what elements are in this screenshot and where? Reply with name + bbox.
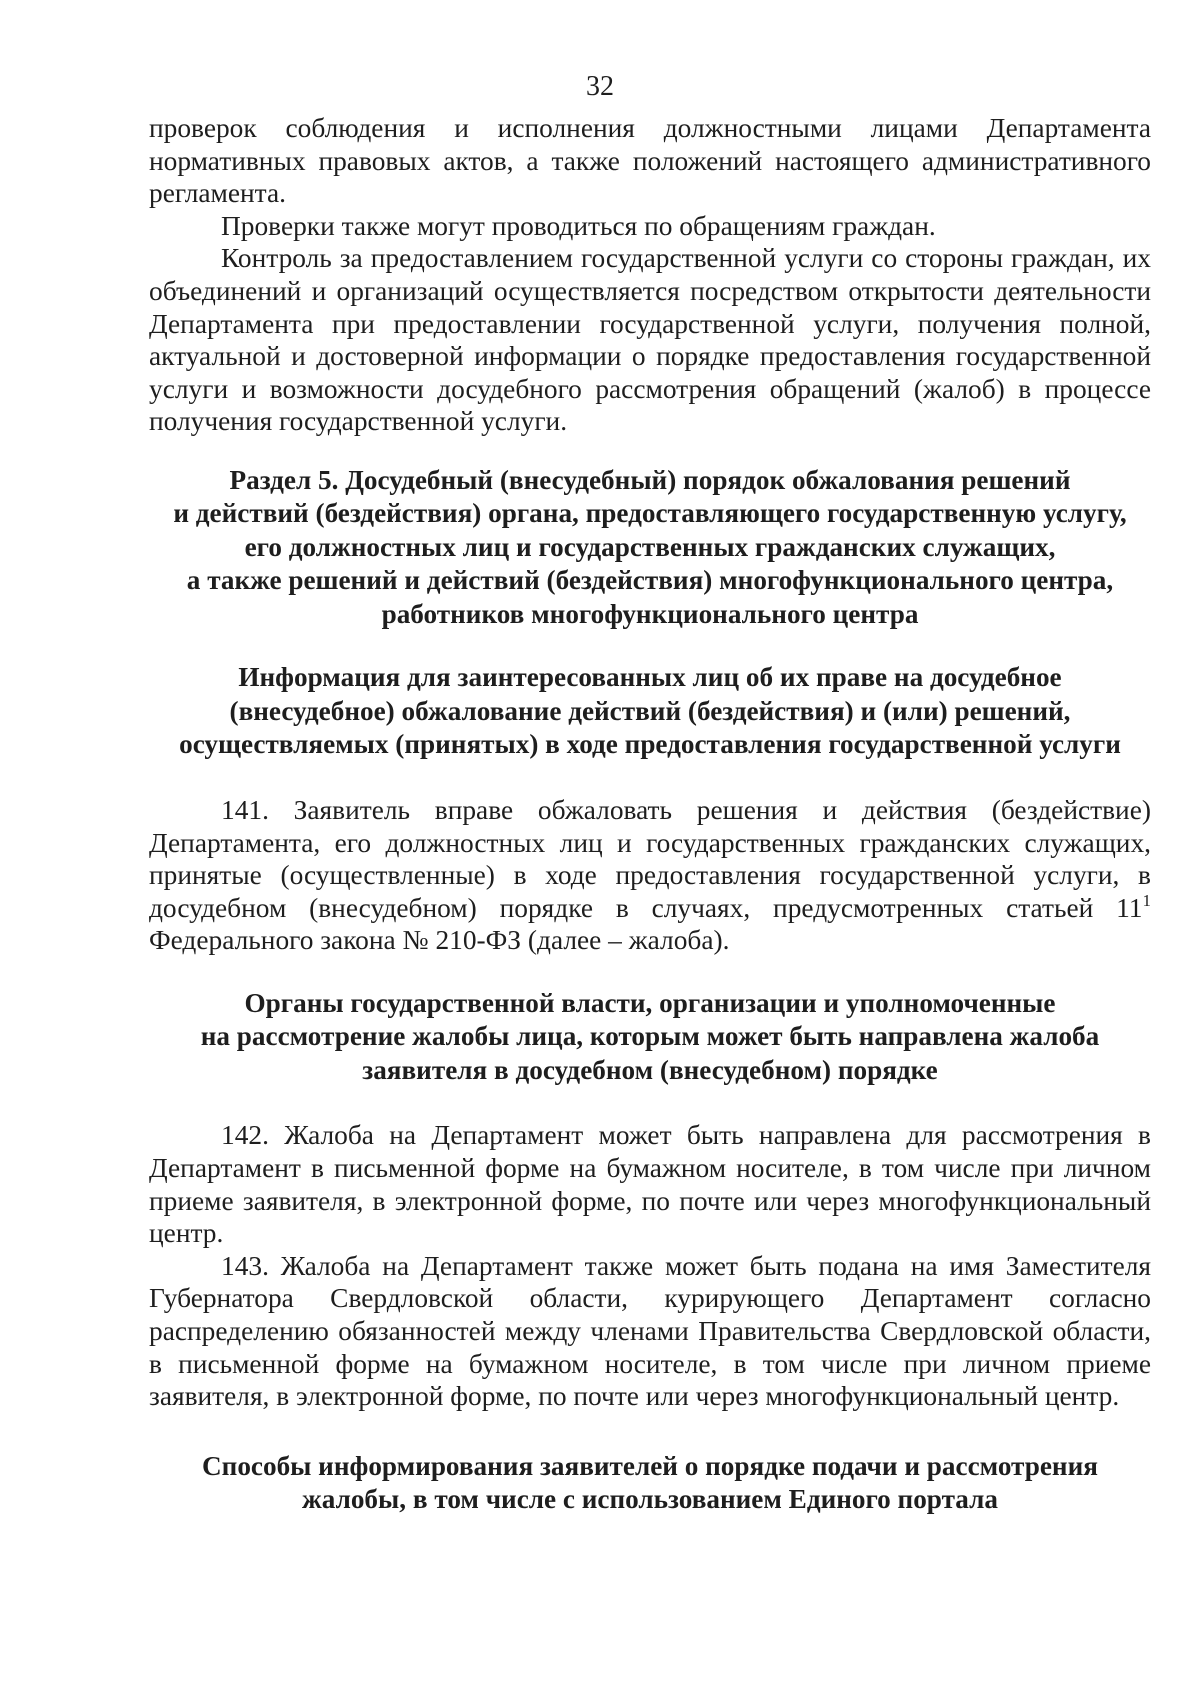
info-heading — [149, 661, 1151, 762]
heading-line: работников многофункционального центра — [381, 598, 919, 629]
heading-line: и действий (бездействия) органа, предоставляющего государственную услугу, — [173, 498, 1127, 529]
heading-line: Раздел 5. Досудебный (внесудебный) порядок обжалования решений — [229, 464, 1071, 495]
page-number: 32 — [586, 71, 614, 102]
footnote-superscript: 1 — [1142, 890, 1151, 910]
paragraph-continuation: проверок соблюдения и исполнения должностными лицами Департамента нормативных правовых актов, а также положений настоящего административного регламента. — [149, 113, 1151, 209]
paragraph-141-tail: Федерального закона № 210-ФЗ (далее – жалоба). — [149, 925, 730, 956]
paragraph-142: 142. Жалоба на Департамент может быть направлена для рассмотрения в Департамент в письменной форме на бумажном носителе, в том числе при личном приеме заявителя, в электронной форме, по почте или через многофункциональный центр. — [149, 1120, 1151, 1249]
document-body — [149, 112, 1151, 1517]
paragraph-141 — [149, 794, 1151, 957]
heading-line: осуществляемых (принятых) в ходе предоставления государственной услуги — [179, 729, 1121, 760]
heading-line: а также решений и действий (бездействия) многофункционального центра, — [186, 565, 1114, 596]
paragraph-control: Контроль за предоставлением государственной услуги со стороны граждан, их объединений и организаций осуществляется посредством открытости деятельности Департамента при предоставлении государственной услуги, получения полной, актуальной и достоверной информации о порядке предоставления государственной услуги и возможности досудебного рассмотрения обращений (жалоб) в процессе получения государственной услуги. — [149, 243, 1151, 437]
section-5-heading — [149, 464, 1151, 632]
heading-line: Органы государственной власти, организации и уполномоченные — [244, 987, 1056, 1018]
paragraph-141-text: 141. Заявитель вправе обжаловать решения и действия (бездействие) Департамента, его должностных лиц и государственных гражданских служащих, принятые (осуществленные) в ходе предоставления государственной услуги, в досудебном (внесудебном) порядке в случаях, предусмотренных статьей 11 — [149, 794, 1151, 923]
organs-heading — [149, 987, 1151, 1088]
heading-line: Информация для заинтересованных лиц об их праве на досудебное — [238, 662, 1062, 693]
heading-line: заявителя в досудебном (внесудебном) порядке — [362, 1054, 938, 1085]
methods-heading — [149, 1450, 1151, 1517]
heading-line: Способы информирования заявителей о порядке подачи и рассмотрения — [202, 1450, 1098, 1481]
paragraph-checks: Проверки также могут проводиться по обращениям граждан. — [221, 210, 936, 241]
heading-line: (внесудебное) обжалование действий (бездействия) и (или) решений, — [229, 695, 1071, 726]
heading-line: жалобы, в том числе с использованием Единого портала — [302, 1484, 998, 1515]
heading-line: его должностных лиц и государственных гражданских служащих, — [244, 531, 1056, 562]
paragraph-143: 143. Жалоба на Департамент также может быть подана на имя Заместителя Губернатора Свердловской области, курирующего Департамент согласно распределению обязанностей между членами Правительства Свердловской области, в письменной форме на бумажном носителе, в том числе при личном приеме заявителя, в электронной форме, по почте или через многофункциональный центр. — [149, 1250, 1151, 1412]
heading-line: на рассмотрение жалобы лица, которым может быть направлена жалоба — [200, 1021, 1100, 1052]
